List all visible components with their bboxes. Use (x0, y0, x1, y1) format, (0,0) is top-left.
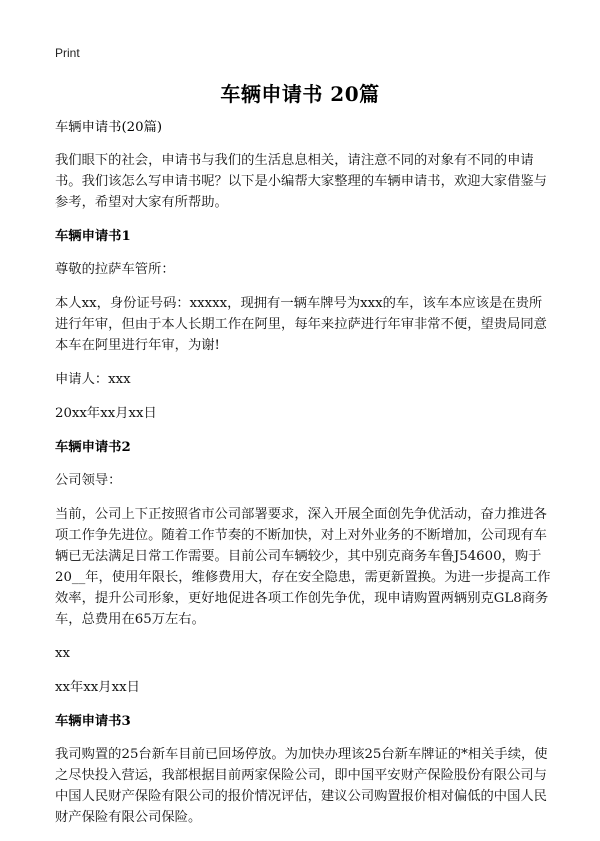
section-body-1: 本人xx，身份证号码：xxxxx，现拥有一辆车牌号为xxx的车，该车本应该是在贵所进行年审，但由于本人长期工作在阿里，每年来拉萨进行年审非常不便，望贵局同意本车在阿里进行年审，为谢! (55, 296, 547, 353)
section-signer-2: xx (55, 646, 70, 661)
document-content (55, 117, 555, 841)
section-date-1: 20xx年xx月xx日 (55, 406, 157, 421)
section-heading-1: 车辆申请书1 (55, 229, 131, 244)
section-salutation-1: 尊敬的拉萨车管所： (55, 262, 175, 277)
page-title: 车辆申请书 20篇 (220, 82, 380, 106)
intro-paragraph: 我们眼下的社会，申请书与我们的生活息息相关，请注意不同的对象有不同的申请书。我们该怎么写申请书呢？以下是小编帮大家整理的车辆申请书，欢迎大家借鉴与参考，希望对大家有所帮助。 (55, 153, 547, 210)
section-heading-3: 车辆申请书3 (55, 714, 131, 729)
section-heading-2: 车辆申请书2 (55, 440, 131, 455)
section-date-2: xx年xx月xx日 (55, 680, 140, 695)
section-body-3: 我司购置的25台新车目前已回场停放。为加快办理该25台新车牌证的*相关手续，使之尽快投入营运，我部根据目前两家保险公司，即中国平安财产保险股份有限公司与中国人民财产保险有限公司的报价情况评估，建议公司购置报价相对偏低的中国人民财产保险有限公司保险。 (55, 747, 548, 825)
section-body-2: 当前，公司上下正按照省市公司部署要求，深入开展全面创先争优活动，奋力推进各项工作争先进位。随着工作节奏的不断加快，对上对外业务的不断增加，公司现有车辆已无法满足日常工作需要。目前公司车辆较少，其中别克商务车鲁J54600，购于20__年，使用年限长，维修费用大，存在安全隐患，需更新置换。为进一步提高工作效率，提升公司形象，更好地促进各项工作创先争优，现申请购置两辆别克GL8商务车，总费用在65万左右。 (55, 507, 551, 627)
print-link[interactable]: Print (55, 46, 80, 60)
section-salutation-2: 公司领导： (55, 473, 122, 488)
section-signer-1: 申请人：xxx (55, 372, 131, 387)
document-subtitle: 车辆申请书(20篇) (55, 120, 163, 135)
